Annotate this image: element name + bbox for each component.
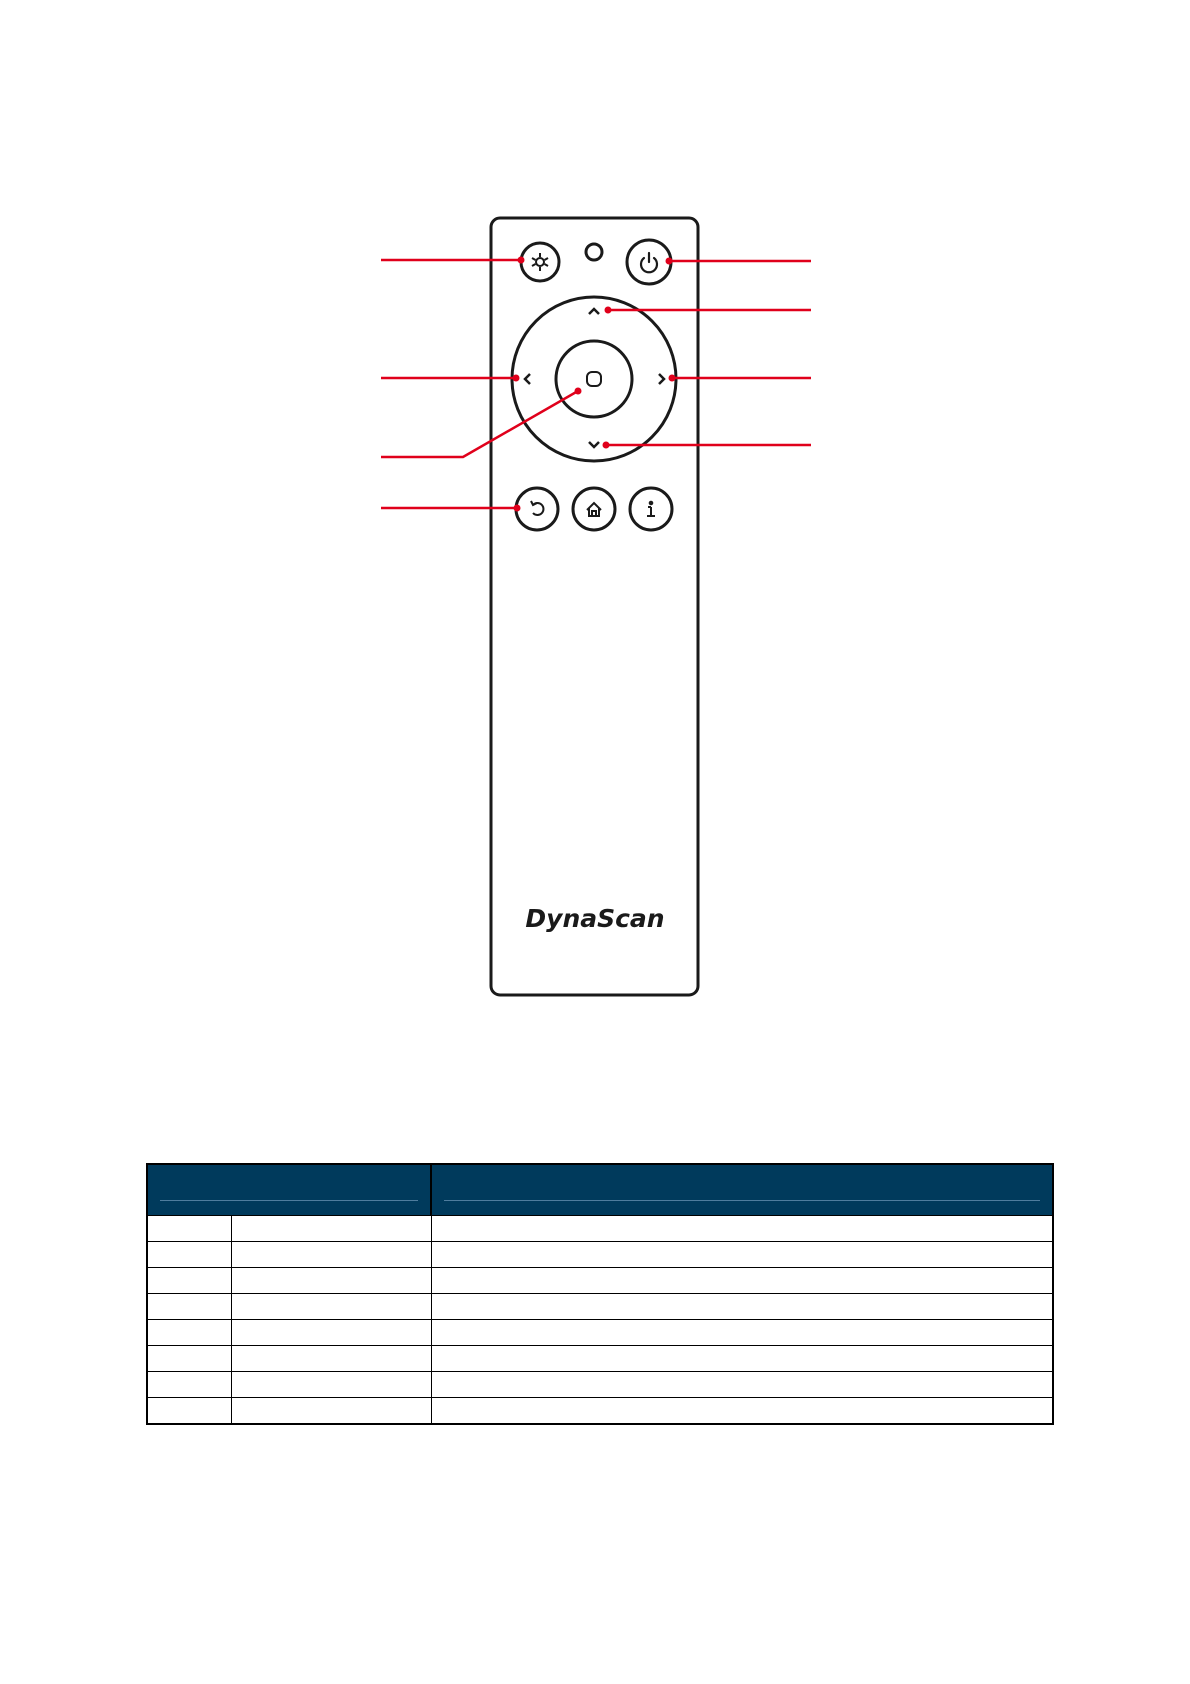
info-button[interactable] [630, 488, 672, 530]
cell-number [147, 1320, 231, 1346]
ok-button[interactable] [556, 341, 632, 417]
table-header-button [147, 1164, 431, 1216]
cell-button [231, 1320, 431, 1346]
cell-number [147, 1372, 231, 1398]
cell-description [431, 1294, 1053, 1320]
table-row [147, 1268, 1053, 1294]
cell-description [431, 1320, 1053, 1346]
cell-number [147, 1216, 231, 1242]
cell-description [431, 1398, 1053, 1425]
home-button[interactable] [573, 488, 615, 530]
table-header-row [147, 1164, 1053, 1216]
cell-description [431, 1268, 1053, 1294]
cell-number [147, 1242, 231, 1268]
table-row [147, 1398, 1053, 1425]
sensor-led [586, 244, 602, 260]
table-row [147, 1242, 1053, 1268]
cell-button [231, 1242, 431, 1268]
settings-button[interactable] [521, 243, 559, 281]
button-description-table [146, 1163, 1054, 1425]
cell-description [431, 1242, 1053, 1268]
cell-number [147, 1268, 231, 1294]
cell-number [147, 1346, 231, 1372]
cell-button [231, 1294, 431, 1320]
brand-logo: DynaScan [525, 904, 665, 933]
table-row [147, 1346, 1053, 1372]
cell-button [231, 1398, 431, 1425]
cell-button [231, 1372, 431, 1398]
cell-description [431, 1372, 1053, 1398]
back-button[interactable] [516, 488, 558, 530]
cell-button [231, 1268, 431, 1294]
cell-description [431, 1346, 1053, 1372]
cell-number [147, 1398, 231, 1425]
table-row [147, 1216, 1053, 1242]
table-row [147, 1372, 1053, 1398]
power-button[interactable] [627, 240, 671, 284]
table-row [147, 1294, 1053, 1320]
table-header-description [431, 1164, 1053, 1216]
table-row [147, 1320, 1053, 1346]
cell-description [431, 1216, 1053, 1242]
cell-number [147, 1294, 231, 1320]
cell-button [231, 1346, 431, 1372]
cell-button [231, 1216, 431, 1242]
